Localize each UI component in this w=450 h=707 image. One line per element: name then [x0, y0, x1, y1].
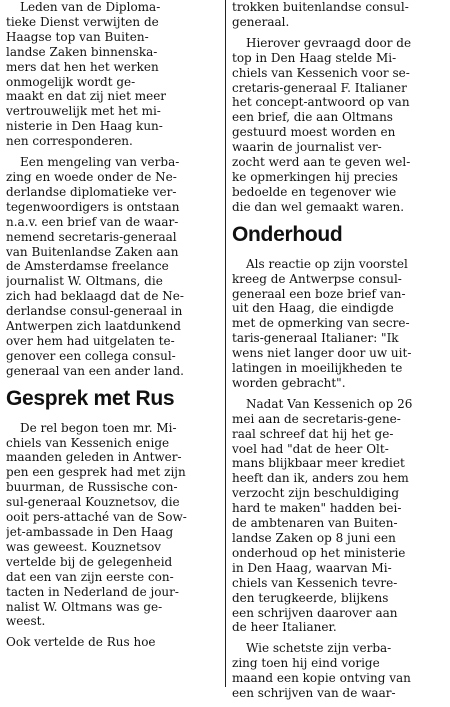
text-line: raal schreef dat hij het ge- [232, 426, 394, 441]
text-line: Een mengeling van verba- [20, 155, 180, 170]
text-line: zing toen hij eind vorige [232, 656, 380, 671]
paragraph-nadat [232, 397, 444, 636]
paragraph-hierover [232, 36, 444, 215]
text-line: met de opmerking van secre- [232, 316, 410, 331]
text-line: chiels van Kessenich tevre- [232, 575, 398, 590]
text-line: De rel begon toen mr. Mi- [20, 420, 177, 435]
text-line: zich had beklaagd dat de Ne- [6, 289, 184, 304]
text-line: tieke Dienst verwijten de [6, 14, 159, 29]
paragraph-continuation [232, 0, 444, 30]
text-line: maand een kopie ontving van [232, 671, 411, 686]
text-line: generaal van een ander land. [6, 363, 184, 378]
text-line: kreeg de Antwerpse consul- [232, 271, 402, 286]
text-line: chiels van Kessenich enige [6, 435, 170, 450]
text-line: de ambtenaren van Buiten- [232, 516, 398, 531]
text-line: de Amsterdamse freelance [6, 259, 169, 274]
text-line: latingen in moeilijkheden te [232, 361, 403, 376]
text-line: heeft dan ik, anders zou hem [232, 471, 409, 486]
subheading-onderhoud: Onderhoud [232, 222, 343, 246]
text-line: verzocht zijn beschuldiging [232, 486, 400, 501]
text-line: dat een van zijn eerste con- [6, 569, 174, 584]
text-line: waarin de journalist ver- [232, 140, 382, 155]
text-line: n.a.v. een brief van de waar- [6, 214, 179, 229]
text-line: Haagse top van Buiten- [6, 29, 149, 44]
text-line: mers dat hen het werken [6, 59, 159, 74]
text-line: de heer Italianer. [232, 620, 337, 635]
text-line: derlandse diplomatieke ver- [6, 184, 177, 199]
text-line: uit den Haag, die eindigde [232, 301, 394, 316]
text-line: top in Den Haag stelde Mi- [232, 50, 397, 65]
text-line: onmogelijk wordt ge- [6, 74, 136, 89]
text-line: weest. [6, 614, 46, 629]
text-line: over hem had uitgelaten te- [6, 333, 175, 348]
text-line: cretaris-generaal F. Italianer [232, 80, 407, 95]
text-line: Wie schetste zijn verba- [246, 641, 392, 656]
column-divider [225, 0, 226, 687]
text-line: mei aan de secretaris-gene- [232, 411, 401, 426]
text-line: wens niet langer door uw uit- [232, 346, 412, 361]
text-line: pen een gesprek had met zijn [6, 465, 186, 480]
text-line: journalist W. Oltmans, die [6, 274, 163, 289]
paragraph-rel [6, 421, 218, 630]
text-line: Leden van de Diploma- [20, 0, 161, 14]
text-line: genover een collega consul- [6, 348, 176, 363]
text-line: ooit pers-attaché van de Sow- [6, 510, 187, 525]
text-line: nen corresponderen. [6, 134, 133, 149]
text-line: gestuurd moest worden en [232, 125, 396, 140]
text-line: tegenwoordigers is ontstaan [6, 199, 180, 214]
text-line: vertelde bij de gelegenheid [6, 554, 173, 569]
text-line: generaal. [232, 14, 290, 29]
text-line: generaal een boze brief van- [232, 286, 406, 301]
paragraph-letter [6, 155, 218, 379]
text-line: was geweest. Kouznetsov [6, 539, 161, 554]
text-line: een schrijven daarover aan [232, 605, 398, 620]
text-line: jet-ambassade in Den Haag [6, 525, 174, 539]
text-line: zing en woede onder de Ne- [6, 169, 177, 184]
text-line: die dan wel gemaakt waren. [232, 199, 405, 214]
text-line: nisterie in Den Haag kun- [6, 119, 163, 134]
text-line: Nadat Van Kessenich op 26 [246, 396, 413, 411]
text-line: Als reactie op zijn voorstel [246, 256, 408, 271]
paragraph-reactie [232, 257, 444, 391]
text-line: trokken buitenlandse consul- [232, 0, 409, 14]
text-line: zocht werd aan te geven wel- [232, 155, 411, 170]
text-line: een schrijven van de waar- [232, 686, 396, 701]
text-line: sul-generaal Kouznetsov, die [6, 495, 180, 510]
paragraph-wie [232, 641, 444, 701]
text-line: bedoelde en tegenover wie [232, 184, 397, 199]
text-line: hard te maken" hadden bei- [232, 501, 402, 516]
text-line: Ook vertelde de Rus hoe [6, 635, 156, 650]
text-line: een brief, die aan Oltmans [232, 110, 393, 125]
text-line: taris-generaal Italianer: "Ik [232, 331, 399, 346]
text-line: vertrouwelijk met het mi- [6, 104, 161, 119]
text-line: van Buitenlandse Zaken aan [6, 244, 179, 259]
text-line: landse Zaken op 8 juni een [232, 531, 396, 545]
text-line: onderhoud op het ministerie [232, 545, 406, 560]
text-line: nemend secretaris-generaal [6, 229, 177, 244]
text-line: den terugkeerde, blijkens [232, 590, 389, 605]
text-line: Hierover gevraagd door de [246, 35, 412, 50]
text-line: worden gebracht". [232, 375, 346, 390]
text-line: maakt en dat zij niet meer [6, 89, 167, 104]
paragraph-intro [6, 0, 218, 149]
text-line: Antwerpen zich laatdunkend [6, 319, 181, 334]
text-line: buurman, de Russische con- [6, 480, 178, 495]
text-line: tacten in Nederland de jour- [6, 584, 179, 599]
left-column [6, 0, 218, 656]
text-line: mans blijkbaar meer krediet [232, 456, 405, 471]
text-line: landse Zaken binnenska- [6, 44, 158, 59]
text-line: het concept-antwoord op van [232, 95, 410, 110]
right-column [232, 0, 444, 707]
text-line: chiels van Kessenich voor se- [232, 65, 410, 80]
subheading-gesprek-met-rus: Gesprek met Rus [6, 386, 175, 410]
text-line: voel had "dat de heer Olt- [232, 441, 389, 456]
text-line: ke opmerkingen hij precies [232, 169, 398, 184]
text-line: nalist W. Oltmans was ge- [6, 599, 163, 614]
paragraph-rus [6, 635, 218, 650]
text-line: derlandse consul-generaal in [6, 304, 183, 319]
text-line: maanden geleden in Antwer- [6, 450, 182, 465]
text-line: in Den Haag, waarvan Mi- [232, 560, 392, 575]
